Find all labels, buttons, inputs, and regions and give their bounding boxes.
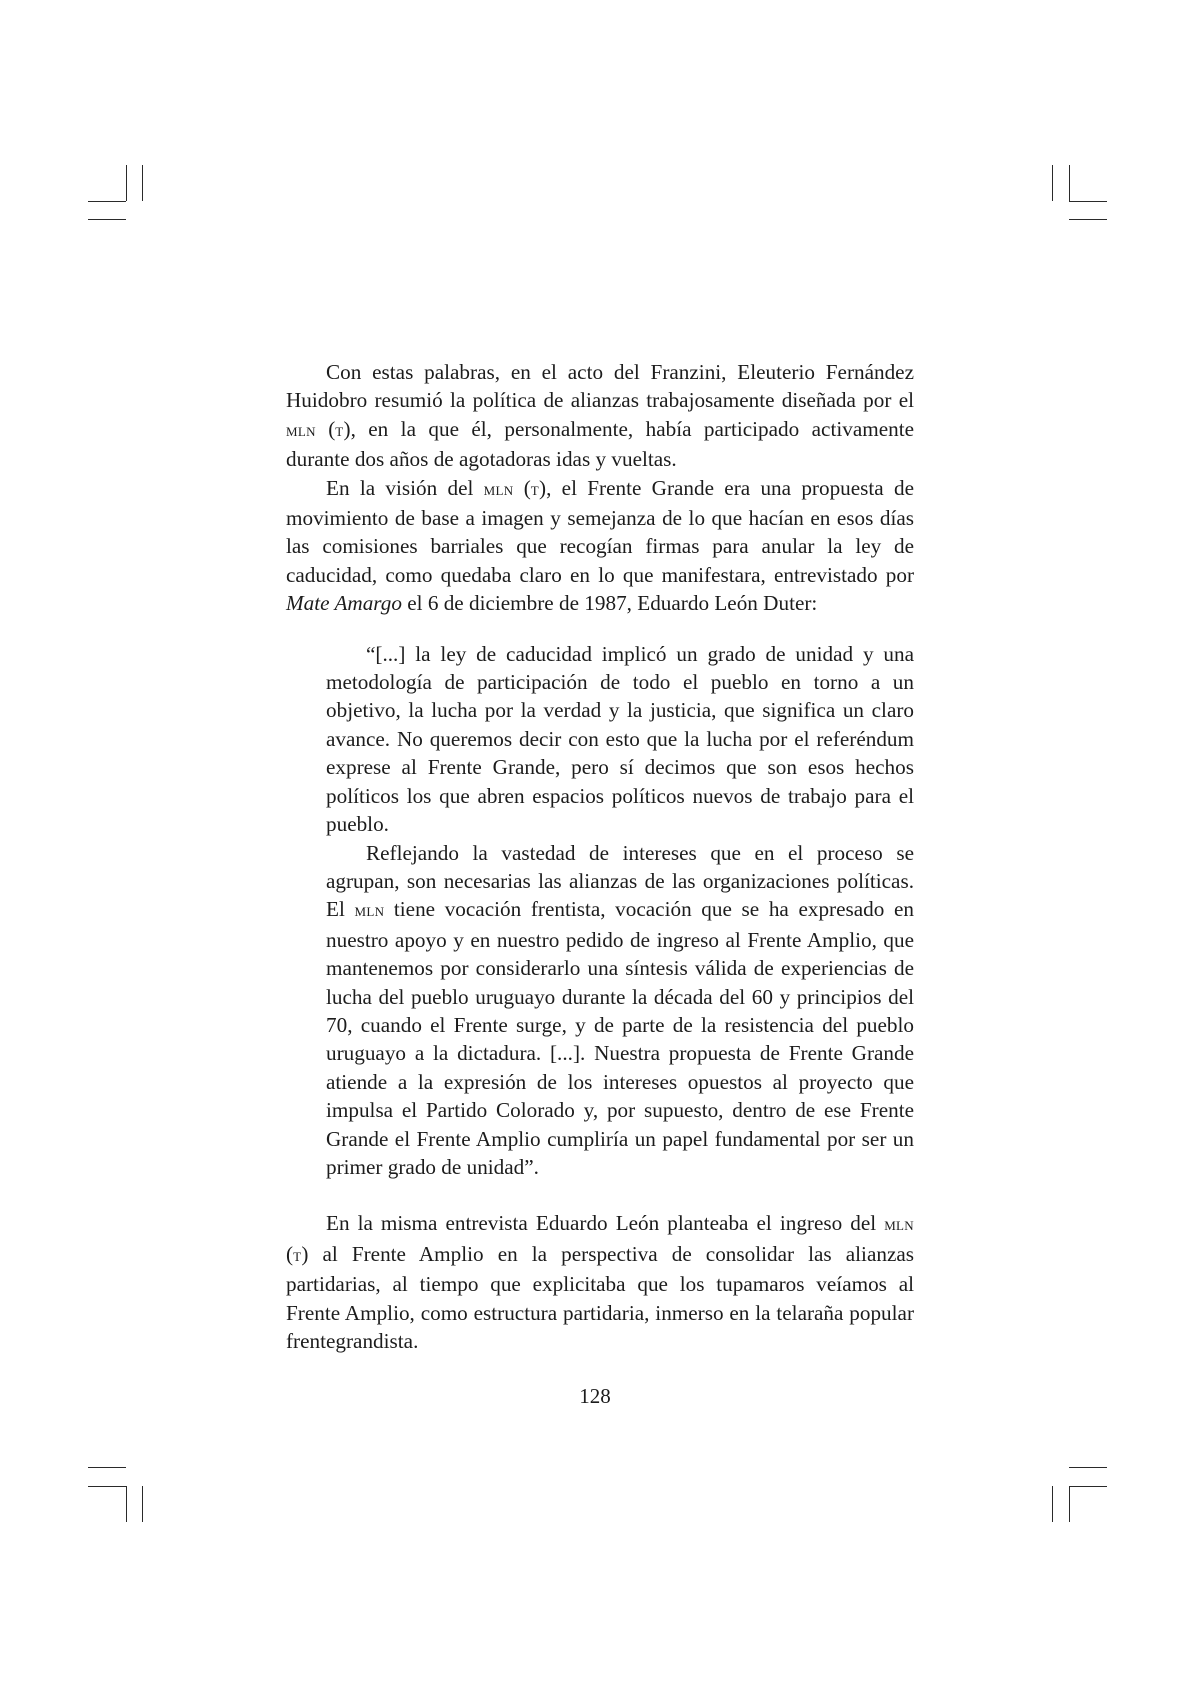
crop-mark (142, 1486, 143, 1522)
acronym: t (530, 478, 540, 500)
publication-title: Mate Amargo (286, 591, 402, 616)
acronym: t (293, 1244, 302, 1266)
crop-mark (142, 165, 143, 201)
page-number: 128 (579, 1384, 611, 1408)
text-run: ( (315, 416, 336, 441)
paragraph-1 (286, 358, 914, 474)
text-run: ) al Frente Amplio en la perspectiva de consolidar las alianzas partidarias, al tiempo que explicitaba que los tupamaros veíamos al Frente Amplio, como estructura partidaria, inmerso en la telaraña popular frentegrandista. (286, 1241, 914, 1353)
text-run: Con estas palabras, en el acto del Franzini, Eleuterio Fernández Huidobro resumió la política de alianzas trabajosamente diseñada por el (286, 360, 914, 413)
paragraph-2 (286, 474, 914, 618)
crop-mark (1052, 165, 1053, 201)
crop-mark (1069, 165, 1070, 201)
paragraph-3 (286, 1209, 914, 1355)
text-run: En la misma entrevista Eduardo León planteaba el ingreso del (326, 1211, 885, 1236)
crop-mark (1069, 201, 1107, 202)
crop-mark (88, 219, 126, 220)
text-run: ), el Frente Grande era una propuesta de movimiento de base a imagen y semejanza de lo que hacían en esos días las comisiones barriales que recogían firmas para anular la ley de caducidad, como quedaba claro en lo que manifestara, entrevistado por (286, 475, 914, 587)
text-run: tiene vocación frentista, vocación que se ha expresado en nuestro apoyo y en nuestro pedido de ingreso al Frente Amplio, que mantenemos por considerarlo una síntesis válida de experiencias de lucha del pueblo uruguayo durante la década del 60 y principios del 70, cuando el Frente surge, y de parte de la resistencia del pueblo uruguayo a la dictadura. [...]. Nuestra propuesta de Frente Grande atiende a la expresión de los intereses opuestos al proyecto que impulsa el Partido Colorado y, por supuesto, dentro de ese Frente Grande el Frente Amplio cumpliría un papel fundamental por ser un primer grado de unidad”. (326, 897, 914, 1179)
crop-mark (126, 1486, 127, 1522)
quote-paragraph-2 (326, 839, 914, 1182)
text-run: Reflejando la vastedad de intereses que en el proceso se agrupan, son necesarias las alianzas de las organizaciones políticas. El (326, 840, 914, 922)
text-run: ( (513, 475, 531, 500)
crop-mark (88, 1467, 126, 1468)
text-run: En la visión del (326, 475, 484, 500)
crop-mark (88, 201, 126, 202)
acronym: t (335, 419, 344, 441)
crop-mark (1052, 1486, 1053, 1522)
acronym: mln (286, 419, 316, 441)
crop-mark (1069, 1486, 1070, 1522)
crop-mark (88, 1486, 126, 1487)
crop-mark (1069, 219, 1107, 220)
crop-mark (1069, 1486, 1107, 1487)
text-run: ), en la que él, personalmente, había participado activamente durante dos años de agotadoras idas y vueltas. (286, 416, 914, 472)
block-quote (326, 640, 914, 1182)
acronym: mln (483, 478, 514, 500)
crop-mark (126, 165, 127, 201)
text-run: el 6 de diciembre de 1987, Eduardo León Duter: (401, 591, 818, 616)
crop-mark (1069, 1467, 1107, 1468)
body-text (286, 358, 914, 1355)
acronym: mln (354, 900, 385, 922)
text-run: ( (286, 1241, 294, 1266)
quote-paragraph-1: “[...] la ley de caducidad implicó un grado de unidad y una metodología de participación de todo el pueblo en torno a un objetivo, la lucha por la verdad y la justicia, que significa un claro avance. No queremos decir con esto que la lucha por el referéndum exprese al Frente Grande, pero sí decimos que son esos hechos políticos los que abren espacios políticos nuevos de trabajo para el pueblo. (326, 641, 914, 837)
acronym: mln (884, 1214, 914, 1236)
